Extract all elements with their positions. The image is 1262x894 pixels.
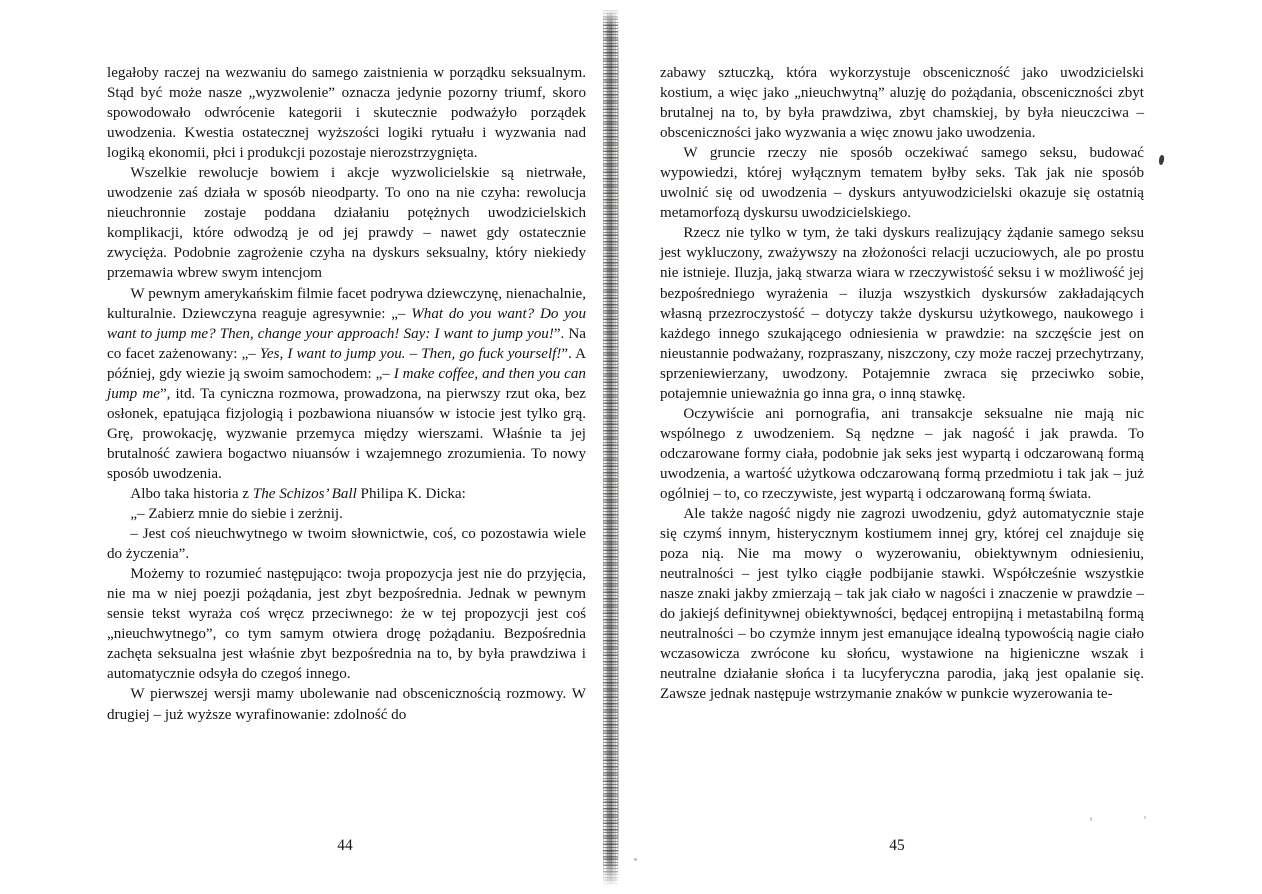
text-run: W pewnym amerykańskim filmie facet podrywa dziewczynę, nienachalnie, kulturalnie. Dziewczyna reaguje agresywnie: „– [107,285,586,322]
text-run: ”. A później, gdy wiezie ją swoim samochodem: „– [107,345,586,382]
paragraph [107,284,586,484]
paragraph [660,404,1144,504]
text-run: ”, itd. Ta cyniczna rozmowa, prowadzona, na pierwszy rzut oka, bez osłonek, epatująca fizjologią i pozbawiona niuansów w istocie jest tylko grą. Grę, prowokację, wyzwanie przemyca między wierszami. Właśnie ta jej brutalność zawiera bogactwo niuansów i wzajemnego zrozumienia. To nowy sposób uwodzenia. [107,385,586,482]
text-run: W gruncie rzeczy nie sposób oczekiwać samego seksu, budować wypowiedzi, której wyłącznym tematem byłby seks. Tak jak nie sposób uwolnić się od uwodzenia – dyskurs antyuwodzicielski okazuje się ostatnią metamorfozą dyskursu uwodzicielskiego. [660,145,1144,222]
text-run: Ale także nagość nigdy nie zagrozi uwodzeniu, gdyż automatycznie staje się czymś innym, histerycznym kostiumem innej gry, której cel znajduje się poza nią. Nie ma mowy o wyzerowaniu, obiektywnym odniesieniu, neutralności – jest tylko ciągłe podbijanie stawki. Współcześnie wszystkie nasze znaki jakby zmierzają – tak jak ciało w nagości i znaczenie w prawdzie – do jakiejś definitywnej obiektywności, będącej entropijną i metastabilną formą neutralności – bo czymże innym jest emanujące idealną typowością nagie ciało wczasowicza zwrócone ku słońcu, wystawione na higieniczne wszak i neutralne działanie słońca i ta lucyferyczna parodia, jaką jest opalanie się. Zawsze jednak następuje wstrzymanie znaków w punkcie wyzerowania te- [660,506,1144,703]
right-page-text-block [660,63,1144,705]
book-binding-gutter [596,0,638,894]
text-run: Oczywiście ani pornografia, ani transakcje seksualne nie mają nic wspólnego z uwodzeniem. Są nędzne – jak nagość i jak prawda. To odczarowane formy ciała, podobnie jak seks jest wypartą i odczarowaną formą uwodzenia, a wartość użytkowa odczarowaną formą przedmiotu i tak jak – już ogólniej – to, co rzeczywiste, jest wypartą i odczarowaną formą świata. [660,405,1144,502]
gutter-scan-noise [603,10,618,886]
paragraph [107,484,586,504]
right-book-page [638,0,1262,894]
italic-quote-run: Yes, I want to jump you. – Then, go fuck yourself! [259,345,562,362]
text-run: Rzecz nie tylko w tym, że taki dyskurs realizujący żądanie samego seksu jest wykluczony, zważywszy na złożoności relacji uczuciowych, ale po prostu nie istnieje. Iluzja, jaką stwarza wiara w rzeczywistość seksu i w możliwość jej bezpośredniego wyrażenia – iluzja wszystkich dyskursów zakładających własną przezroczystość – dotyczy także dyskursu użytkowego, naukowego i każdego innego szukającego odniesienia w prawdzie: na szczęście jest on nieustannie podważany, rozpraszany, niszczony, czy może raczej przechytrzany, sprzeniewierzany, uwodzony. Potajemnie zwraca się przeciwko sobie, potajemnie unieważnia go inna gra, o inną stawkę. [660,225,1144,402]
paragraph [660,504,1144,704]
paragraph [107,684,586,724]
text-run: Philipa K. Dicka: [356,485,466,502]
gutter-top-fade [596,0,638,26]
left-page-text-block [107,63,586,725]
text-run: W pierwszej wersji mamy ubolewanie nad obscenicznością rozmowy. W drugiej – już wyższe wyrafinowanie: zdolność do [107,686,586,723]
text-run: Wszelkie rewolucje bowiem i akcje wyzwolicielskie są nietrwałe, uwodzenie zaś działa w sposób nieodparty. To ono na nie czyha: rewolucja nieuchronnie zostaje poddana działaniu potężnych uwodzicielskich komplikacji, które odwodzą je od jej prawdy – nawet gdy ostatecznie zwycięża. Podobnie zagrożenie czyha na dyskurs seksualny, który niekiedy przemawia wbrew swym intencjom [107,165,586,282]
text-run: legałoby raczej na wezwaniu do samego zaistnienia w porządku seksualnym. Stąd być może nasze „wyzwolenie” oznacza jedynie pozorny triumf, skoro spowodowało odwrócenie kategorii i skutecznie podważyło porządek uwodzenia. Kwestia ostatecznej wyższości logiki rytuału i wyzwania nad logiką ekonomii, płci i produkcji pozostaje nierozstrzygnięta. [107,65,586,162]
italic-quote-run: The Schizos’ Ball [252,485,357,502]
gutter-shadow [604,12,617,884]
text-run: Albo taka historia z [130,485,253,502]
page-number-right: 45 [889,837,905,854]
paragraph [107,524,586,564]
dust-speck-artifact [634,858,637,861]
paragraph [107,564,586,684]
text-run: ”. Na co facet zażenowany: „– [107,325,586,362]
text-run: zabawy sztuczką, która wykorzystuje obsceniczność jako uwodzicielski kostium, a więc jako „nieuchwytną” aluzję do pożądania, obsceniczności zbyt brutalnej na to, by była prawdziwa, zbyt chamskiej, by była nieuczciwa – obsceniczności jako wyzwania a więc znowu jako uwodzenia. [660,65,1144,142]
gutter-bottom-fade [596,860,638,894]
paragraph [660,63,1144,143]
text-run: Możemy to rozumieć następująco: twoja propozycja jest nie do przyjęcia, nie ma w niej poezji pożądania, jest zbyt bezpośrednia. Jednak w pewnym sensie tekst wyraża coś wręcz przeciwnego: że w tej propozycji jest coś „nieuchwytnego”, co tym samym otwiera drogę pożądaniu. Bezpośrednia zachęta seksualna jest właśnie zbyt bezpośrednia na to, by była prawdziwa i automatycznie odsyła do czegoś innego. [107,566,586,683]
paragraph [660,223,1144,403]
gutter-page-edge [617,14,619,880]
page-number-left: 44 [337,837,353,854]
paragraph [660,143,1144,223]
text-run: – Jest coś nieuchwytnego w twoim słownictwie, coś, co pozostawia wiele do życzenia”. [107,526,586,563]
text-run: „– Zabierz mnie do siebie i zerżnij. [130,506,343,523]
left-book-page [0,0,600,894]
paragraph [107,504,586,524]
paragraph [107,163,586,283]
paragraph [107,63,586,163]
italic-quote-run: What do you want? Do you want to jump me? Then, change your approach! Say: I want to jump you! [107,305,586,342]
italic-quote-run: I make coffee, and then you can jump me [107,365,586,402]
